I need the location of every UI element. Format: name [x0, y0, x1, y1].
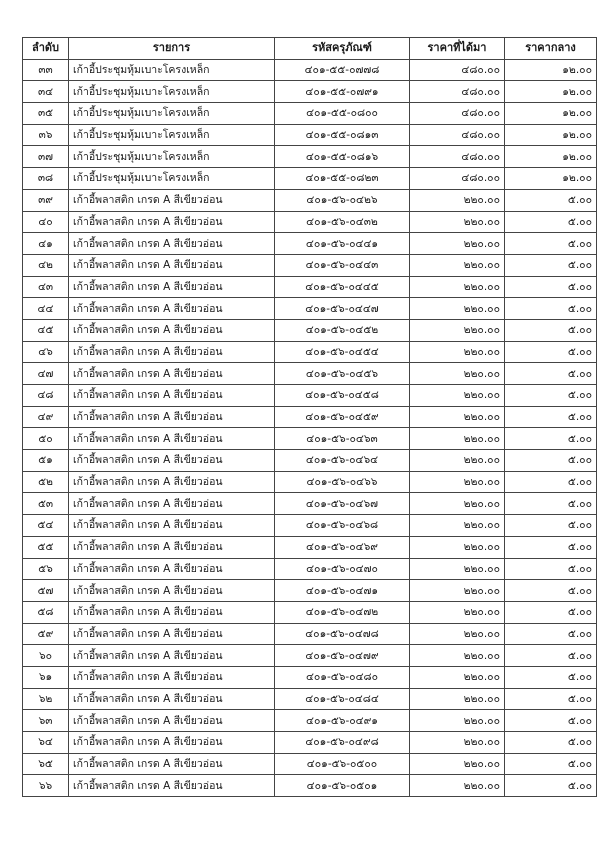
row-number: ๖๐ — [23, 645, 69, 667]
row-number: ๔๙ — [23, 406, 69, 428]
mid-price: ๕.๐๐ — [505, 580, 597, 602]
table-row — [23, 428, 597, 450]
row-number: ๔๑ — [23, 233, 69, 255]
table-row — [23, 124, 597, 146]
table-row — [23, 645, 597, 667]
asset-code: ๔๐๑-๕๕-๐๘๑๖ — [275, 146, 410, 168]
asset-code: ๔๐๑-๕๖-๐๔๕๒ — [275, 319, 410, 341]
item-name: เก้าอี้พลาสติก เกรด A สีเขียวอ่อน — [69, 406, 275, 428]
asset-code: ๔๐๑-๕๖-๐๔๙๑ — [275, 710, 410, 732]
item-name: เก้าอี้พลาสติก เกรด A สีเขียวอ่อน — [69, 276, 275, 298]
item-name: เก้าอี้พลาสติก เกรด A สีเขียวอ่อน — [69, 775, 275, 797]
table-row — [23, 276, 597, 298]
table-header-row — [23, 38, 597, 60]
asset-code: ๔๐๑-๕๕-๐๘๑๓ — [275, 124, 410, 146]
table-row — [23, 298, 597, 320]
mid-price: ๕.๐๐ — [505, 753, 597, 775]
acquired-price: ๒๒๐.๐๐ — [410, 233, 505, 255]
acquired-price: ๒๒๐.๐๐ — [410, 732, 505, 754]
table-row — [23, 515, 597, 537]
asset-code: ๔๐๑-๕๖-๐๕๐๑ — [275, 775, 410, 797]
asset-code: ๔๐๑-๕๖-๐๔๘๔ — [275, 688, 410, 710]
mid-price: ๕.๐๐ — [505, 341, 597, 363]
asset-code: ๔๐๑-๕๖-๐๔๔๓ — [275, 254, 410, 276]
acquired-price: ๒๒๐.๐๐ — [410, 688, 505, 710]
asset-code: ๔๐๑-๕๕-๐๘๒๓ — [275, 168, 410, 190]
row-number: ๔๒ — [23, 254, 69, 276]
row-number: ๔๐ — [23, 211, 69, 233]
row-number: ๕๑ — [23, 450, 69, 472]
asset-code: ๔๐๑-๕๖-๐๔๖๘ — [275, 515, 410, 537]
row-number: ๓๙ — [23, 189, 69, 211]
item-name: เก้าอี้พลาสติก เกรด A สีเขียวอ่อน — [69, 450, 275, 472]
acquired-price: ๔๘๐.๐๐ — [410, 146, 505, 168]
mid-price: ๕.๐๐ — [505, 450, 597, 472]
mid-price: ๕.๐๐ — [505, 385, 597, 407]
mid-price: ๕.๐๐ — [505, 189, 597, 211]
mid-price: ๑๒.๐๐ — [505, 59, 597, 81]
acquired-price: ๔๘๐.๐๐ — [410, 81, 505, 103]
acquired-price: ๒๒๐.๐๐ — [410, 363, 505, 385]
table-row — [23, 753, 597, 775]
asset-code: ๔๐๑-๕๖-๐๔๔๑ — [275, 233, 410, 255]
asset-code: ๔๐๑-๕๖-๐๔๕๖ — [275, 363, 410, 385]
mid-price: ๑๒.๐๐ — [505, 146, 597, 168]
mid-price: ๕.๐๐ — [505, 254, 597, 276]
row-number: ๕๓ — [23, 493, 69, 515]
item-name: เก้าอี้พลาสติก เกรด A สีเขียวอ่อน — [69, 753, 275, 775]
asset-code: ๔๐๑-๕๖-๐๔๔๕ — [275, 276, 410, 298]
asset-code: ๔๐๑-๕๖-๐๔๕๙ — [275, 406, 410, 428]
acquired-price: ๒๒๐.๐๐ — [410, 385, 505, 407]
row-number: ๕๗ — [23, 580, 69, 602]
table-row — [23, 146, 597, 168]
mid-price: ๕.๐๐ — [505, 471, 597, 493]
acquired-price: ๒๒๐.๐๐ — [410, 580, 505, 602]
item-name: เก้าอี้พลาสติก เกรด A สีเขียวอ่อน — [69, 211, 275, 233]
asset-code: ๔๐๑-๕๕-๐๗๙๑ — [275, 81, 410, 103]
acquired-price: ๒๒๐.๐๐ — [410, 753, 505, 775]
asset-code: ๔๐๑-๕๖-๐๔๗๙ — [275, 645, 410, 667]
row-number: ๖๖ — [23, 775, 69, 797]
asset-code: ๔๐๑-๕๖-๐๔๗๒ — [275, 601, 410, 623]
table-row — [23, 168, 597, 190]
item-name: เก้าอี้พลาสติก เกรด A สีเขียวอ่อน — [69, 254, 275, 276]
asset-code: ๔๐๑-๕๕-๐๘๐๐ — [275, 103, 410, 125]
mid-price: ๑๒.๐๐ — [505, 103, 597, 125]
mid-price: ๕.๐๐ — [505, 233, 597, 255]
row-number: ๔๗ — [23, 363, 69, 385]
row-number: ๓๓ — [23, 59, 69, 81]
mid-price: ๕.๐๐ — [505, 363, 597, 385]
mid-price: ๕.๐๐ — [505, 276, 597, 298]
table-row — [23, 254, 597, 276]
table-row — [23, 319, 597, 341]
item-name: เก้าอี้พลาสติก เกรด A สีเขียวอ่อน — [69, 385, 275, 407]
table-row — [23, 385, 597, 407]
item-name: เก้าอี้ประชุมหุ้มเบาะโครงเหล็ก — [69, 59, 275, 81]
asset-code: ๔๐๑-๕๖-๐๔๓๒ — [275, 211, 410, 233]
acquired-price: ๒๒๐.๐๐ — [410, 623, 505, 645]
table-row — [23, 493, 597, 515]
acquired-price: ๒๒๐.๐๐ — [410, 558, 505, 580]
table-row — [23, 688, 597, 710]
mid-price: ๕.๐๐ — [505, 406, 597, 428]
item-name: เก้าอี้ประชุมหุ้มเบาะโครงเหล็ก — [69, 124, 275, 146]
row-number: ๕๙ — [23, 623, 69, 645]
table-row — [23, 580, 597, 602]
asset-code: ๔๐๑-๕๖-๐๔๖๙ — [275, 536, 410, 558]
header-code: รหัสครุภัณฑ์ — [275, 38, 410, 60]
table-row — [23, 732, 597, 754]
row-number: ๕๘ — [23, 601, 69, 623]
item-name: เก้าอี้พลาสติก เกรด A สีเขียวอ่อน — [69, 515, 275, 537]
table-row — [23, 341, 597, 363]
table-row — [23, 601, 597, 623]
mid-price: ๕.๐๐ — [505, 515, 597, 537]
acquired-price: ๒๒๐.๐๐ — [410, 666, 505, 688]
mid-price: ๕.๐๐ — [505, 623, 597, 645]
row-number: ๖๒ — [23, 688, 69, 710]
asset-code: ๔๐๑-๕๖-๐๔๗๑ — [275, 580, 410, 602]
acquired-price: ๒๒๐.๐๐ — [410, 254, 505, 276]
asset-code: ๔๐๑-๕๖-๐๔๗๐ — [275, 558, 410, 580]
table-row — [23, 536, 597, 558]
item-name: เก้าอี้พลาสติก เกรด A สีเขียวอ่อน — [69, 580, 275, 602]
table-row — [23, 666, 597, 688]
item-name: เก้าอี้พลาสติก เกรด A สีเขียวอ่อน — [69, 601, 275, 623]
asset-code: ๔๐๑-๕๖-๐๔๖๓ — [275, 428, 410, 450]
row-number: ๖๔ — [23, 732, 69, 754]
table-row — [23, 710, 597, 732]
row-number: ๖๓ — [23, 710, 69, 732]
table-row — [23, 623, 597, 645]
item-name: เก้าอี้พลาสติก เกรด A สีเขียวอ่อน — [69, 493, 275, 515]
row-number: ๔๘ — [23, 385, 69, 407]
acquired-price: ๒๒๐.๐๐ — [410, 428, 505, 450]
asset-code: ๔๐๑-๕๖-๐๔๕๘ — [275, 385, 410, 407]
table-row — [23, 59, 597, 81]
acquired-price: ๒๒๐.๐๐ — [410, 319, 505, 341]
asset-code: ๔๐๑-๕๖-๐๔๕๔ — [275, 341, 410, 363]
mid-price: ๕.๐๐ — [505, 493, 597, 515]
asset-code: ๔๐๑-๕๖-๐๔๙๘ — [275, 732, 410, 754]
item-name: เก้าอี้พลาสติก เกรด A สีเขียวอ่อน — [69, 710, 275, 732]
mid-price: ๕.๐๐ — [505, 601, 597, 623]
table-row — [23, 775, 597, 797]
mid-price: ๕.๐๐ — [505, 211, 597, 233]
acquired-price: ๒๒๐.๐๐ — [410, 493, 505, 515]
table-row — [23, 363, 597, 385]
item-name: เก้าอี้พลาสติก เกรด A สีเขียวอ่อน — [69, 319, 275, 341]
asset-code: ๔๐๑-๕๖-๐๔๒๖ — [275, 189, 410, 211]
mid-price: ๕.๐๐ — [505, 710, 597, 732]
item-name: เก้าอี้พลาสติก เกรด A สีเขียวอ่อน — [69, 558, 275, 580]
mid-price: ๕.๐๐ — [505, 298, 597, 320]
acquired-price: ๔๘๐.๐๐ — [410, 59, 505, 81]
table-row — [23, 211, 597, 233]
acquired-price: ๔๘๐.๐๐ — [410, 103, 505, 125]
item-name: เก้าอี้พลาสติก เกรด A สีเขียวอ่อน — [69, 189, 275, 211]
item-name: เก้าอี้พลาสติก เกรด A สีเขียวอ่อน — [69, 666, 275, 688]
row-number: ๕๖ — [23, 558, 69, 580]
table-body — [23, 59, 597, 796]
acquired-price: ๒๒๐.๐๐ — [410, 211, 505, 233]
header-item: รายการ — [69, 38, 275, 60]
item-name: เก้าอี้พลาสติก เกรด A สีเขียวอ่อน — [69, 363, 275, 385]
row-number: ๓๘ — [23, 168, 69, 190]
asset-code: ๔๐๑-๕๖-๐๔๗๘ — [275, 623, 410, 645]
acquired-price: ๒๒๐.๐๐ — [410, 450, 505, 472]
item-name: เก้าอี้ประชุมหุ้มเบาะโครงเหล็ก — [69, 81, 275, 103]
row-number: ๕๒ — [23, 471, 69, 493]
mid-price: ๑๒.๐๐ — [505, 124, 597, 146]
mid-price: ๕.๐๐ — [505, 645, 597, 667]
table-row — [23, 233, 597, 255]
item-name: เก้าอี้ประชุมหุ้มเบาะโครงเหล็ก — [69, 103, 275, 125]
acquired-price: ๒๒๐.๐๐ — [410, 710, 505, 732]
mid-price: ๕.๐๐ — [505, 775, 597, 797]
acquired-price: ๒๒๐.๐๐ — [410, 536, 505, 558]
mid-price: ๕.๐๐ — [505, 319, 597, 341]
item-name: เก้าอี้ประชุมหุ้มเบาะโครงเหล็ก — [69, 168, 275, 190]
item-name: เก้าอี้พลาสติก เกรด A สีเขียวอ่อน — [69, 428, 275, 450]
mid-price: ๕.๐๐ — [505, 666, 597, 688]
acquired-price: ๒๒๐.๐๐ — [410, 515, 505, 537]
table-row — [23, 406, 597, 428]
mid-price: ๕.๐๐ — [505, 558, 597, 580]
asset-code: ๔๐๑-๕๕-๐๗๗๘ — [275, 59, 410, 81]
asset-code: ๔๐๑-๕๖-๐๔๖๔ — [275, 450, 410, 472]
acquired-price: ๒๒๐.๐๐ — [410, 471, 505, 493]
table-row — [23, 103, 597, 125]
acquired-price: ๒๒๐.๐๐ — [410, 406, 505, 428]
asset-code: ๔๐๑-๕๖-๐๔๖๗ — [275, 493, 410, 515]
row-number: ๓๔ — [23, 81, 69, 103]
row-number: ๖๕ — [23, 753, 69, 775]
item-name: เก้าอี้พลาสติก เกรด A สีเขียวอ่อน — [69, 623, 275, 645]
table-row — [23, 471, 597, 493]
asset-code: ๔๐๑-๕๖-๐๔๘๐ — [275, 666, 410, 688]
item-name: เก้าอี้พลาสติก เกรด A สีเขียวอ่อน — [69, 732, 275, 754]
acquired-price: ๒๒๐.๐๐ — [410, 189, 505, 211]
row-number: ๖๑ — [23, 666, 69, 688]
mid-price: ๑๒.๐๐ — [505, 81, 597, 103]
row-number: ๕๐ — [23, 428, 69, 450]
item-name: เก้าอี้พลาสติก เกรด A สีเขียวอ่อน — [69, 341, 275, 363]
table-row — [23, 189, 597, 211]
acquired-price: ๒๒๐.๐๐ — [410, 645, 505, 667]
mid-price: ๕.๐๐ — [505, 688, 597, 710]
acquired-price: ๒๒๐.๐๐ — [410, 775, 505, 797]
row-number: ๓๕ — [23, 103, 69, 125]
row-number: ๓๖ — [23, 124, 69, 146]
item-name: เก้าอี้พลาสติก เกรด A สีเขียวอ่อน — [69, 298, 275, 320]
header-mid-price: ราคากลาง — [505, 38, 597, 60]
item-name: เก้าอี้พลาสติก เกรด A สีเขียวอ่อน — [69, 233, 275, 255]
acquired-price: ๔๘๐.๐๐ — [410, 168, 505, 190]
row-number: ๓๗ — [23, 146, 69, 168]
asset-price-table — [22, 37, 597, 797]
row-number: ๔๔ — [23, 298, 69, 320]
mid-price: ๕.๐๐ — [505, 428, 597, 450]
row-number: ๔๖ — [23, 341, 69, 363]
acquired-price: ๒๒๐.๐๐ — [410, 341, 505, 363]
asset-code: ๔๐๑-๕๖-๐๕๐๐ — [275, 753, 410, 775]
acquired-price: ๒๒๐.๐๐ — [410, 601, 505, 623]
table-row — [23, 558, 597, 580]
mid-price: ๑๒.๐๐ — [505, 168, 597, 190]
table-row — [23, 81, 597, 103]
acquired-price: ๔๘๐.๐๐ — [410, 124, 505, 146]
header-no: ลำดับ — [23, 38, 69, 60]
header-price: ราคาที่ได้มา — [410, 38, 505, 60]
mid-price: ๕.๐๐ — [505, 536, 597, 558]
row-number: ๔๓ — [23, 276, 69, 298]
acquired-price: ๒๒๐.๐๐ — [410, 298, 505, 320]
mid-price: ๕.๐๐ — [505, 732, 597, 754]
asset-code: ๔๐๑-๕๖-๐๔๖๖ — [275, 471, 410, 493]
acquired-price: ๒๒๐.๐๐ — [410, 276, 505, 298]
table-row — [23, 450, 597, 472]
row-number: ๕๔ — [23, 515, 69, 537]
item-name: เก้าอี้พลาสติก เกรด A สีเขียวอ่อน — [69, 536, 275, 558]
item-name: เก้าอี้ประชุมหุ้มเบาะโครงเหล็ก — [69, 146, 275, 168]
item-name: เก้าอี้พลาสติก เกรด A สีเขียวอ่อน — [69, 471, 275, 493]
asset-code: ๔๐๑-๕๖-๐๔๔๗ — [275, 298, 410, 320]
item-name: เก้าอี้พลาสติก เกรด A สีเขียวอ่อน — [69, 688, 275, 710]
item-name: เก้าอี้พลาสติก เกรด A สีเขียวอ่อน — [69, 645, 275, 667]
row-number: ๔๕ — [23, 319, 69, 341]
row-number: ๕๕ — [23, 536, 69, 558]
